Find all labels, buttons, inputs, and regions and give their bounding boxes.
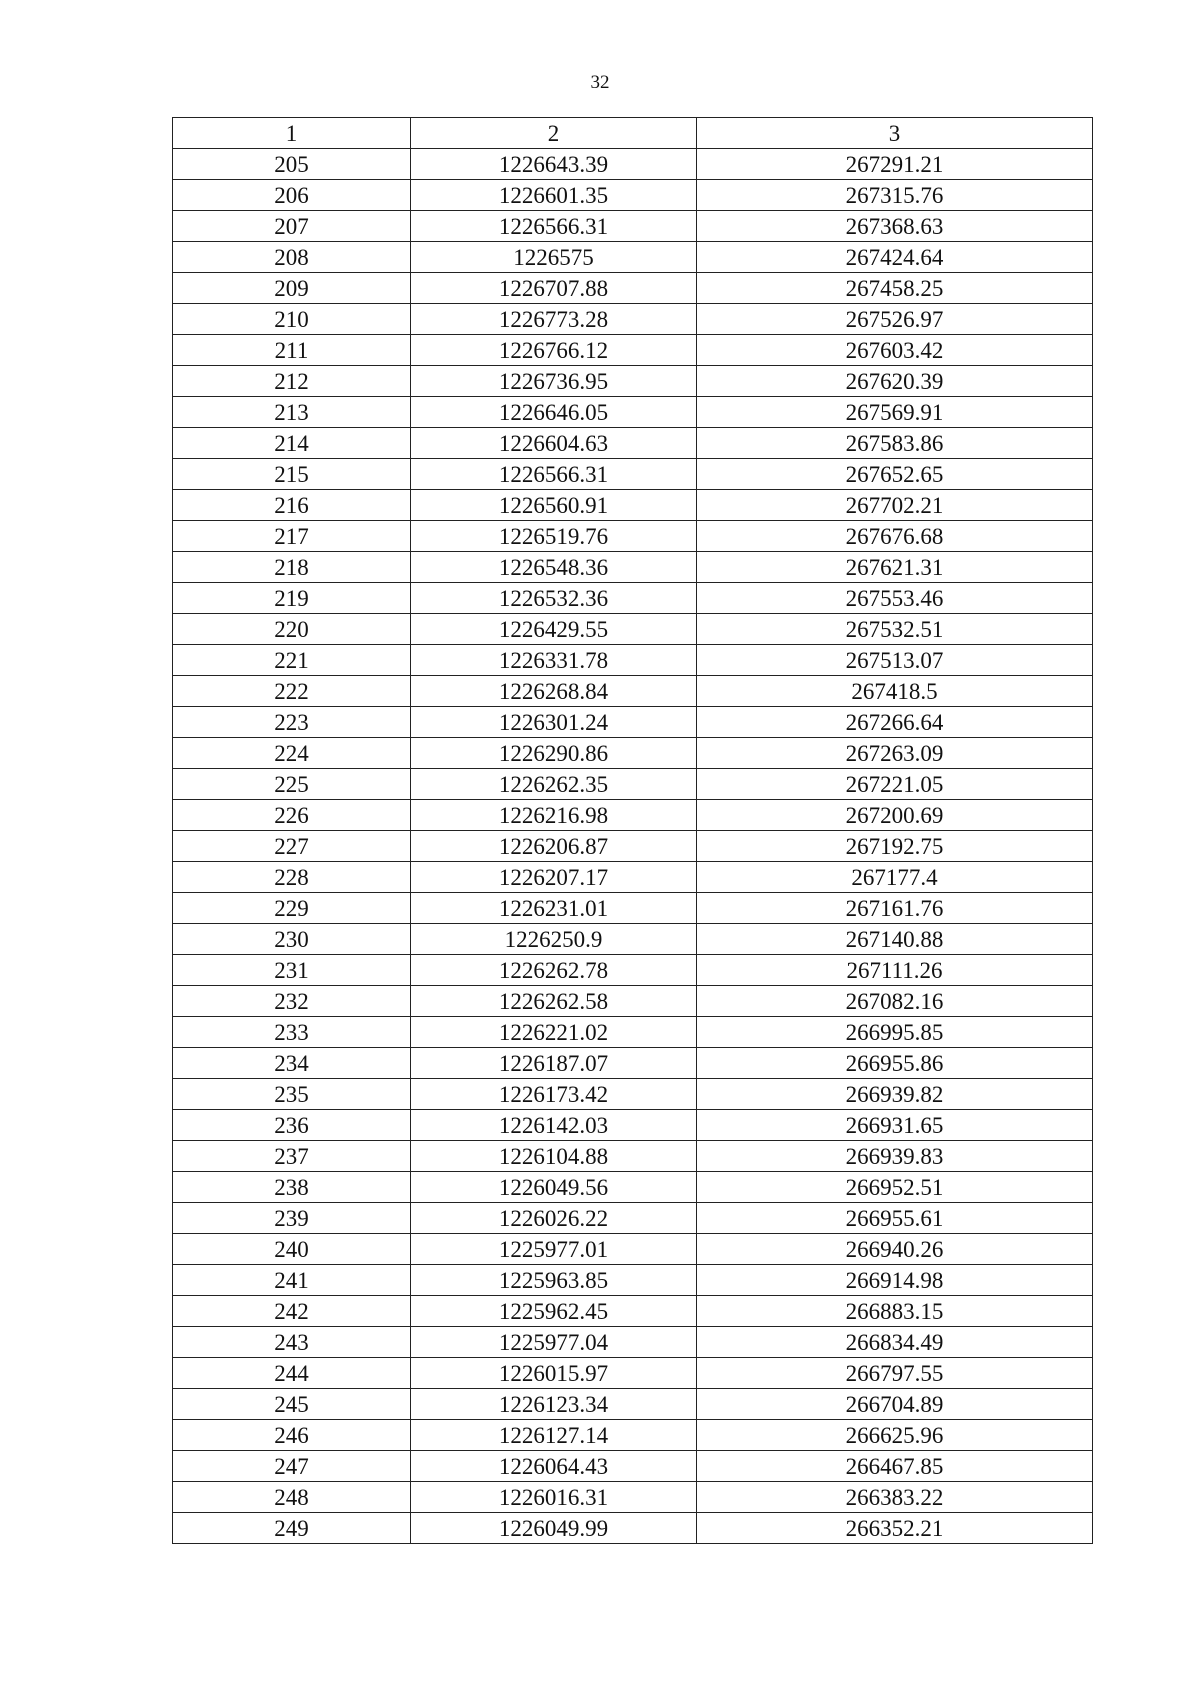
- point-number-cell: 245: [173, 1389, 411, 1420]
- x-coordinate-cell: 1226519.76: [411, 521, 697, 552]
- y-coordinate-cell: 267569.91: [697, 397, 1093, 428]
- y-coordinate-cell: 267424.64: [697, 242, 1093, 273]
- point-number-cell: 210: [173, 304, 411, 335]
- x-coordinate-cell: 1226601.35: [411, 180, 697, 211]
- y-coordinate-cell: 266834.49: [697, 1327, 1093, 1358]
- table-row: [173, 1420, 1093, 1451]
- table-row: [173, 1203, 1093, 1234]
- table-row: [173, 800, 1093, 831]
- table-row: [173, 831, 1093, 862]
- table-header-row: [173, 118, 1093, 149]
- point-number-cell: 219: [173, 583, 411, 614]
- point-number-cell: 238: [173, 1172, 411, 1203]
- table-row: [173, 1265, 1093, 1296]
- point-number-cell: 208: [173, 242, 411, 273]
- y-coordinate-cell: 267368.63: [697, 211, 1093, 242]
- table-row: [173, 366, 1093, 397]
- y-coordinate-cell: 266939.83: [697, 1141, 1093, 1172]
- y-coordinate-cell: 267526.97: [697, 304, 1093, 335]
- x-coordinate-cell: 1226643.39: [411, 149, 697, 180]
- y-coordinate-cell: 266939.82: [697, 1079, 1093, 1110]
- table-row: [173, 769, 1093, 800]
- table-row: [173, 490, 1093, 521]
- y-coordinate-cell: 267553.46: [697, 583, 1093, 614]
- point-number-cell: 221: [173, 645, 411, 676]
- point-number-cell: 233: [173, 1017, 411, 1048]
- point-number-cell: 231: [173, 955, 411, 986]
- column-header-1: 1: [173, 118, 411, 149]
- point-number-cell: 236: [173, 1110, 411, 1141]
- point-number-cell: 216: [173, 490, 411, 521]
- y-coordinate-cell: 267532.51: [697, 614, 1093, 645]
- table-row: [173, 211, 1093, 242]
- table-row: [173, 1482, 1093, 1513]
- table-row: [173, 1141, 1093, 1172]
- table-row: [173, 428, 1093, 459]
- x-coordinate-cell: 1226127.14: [411, 1420, 697, 1451]
- y-coordinate-cell: 267458.25: [697, 273, 1093, 304]
- point-number-cell: 241: [173, 1265, 411, 1296]
- y-coordinate-cell: 267513.07: [697, 645, 1093, 676]
- x-coordinate-cell: 1226142.03: [411, 1110, 697, 1141]
- table-row: [173, 1358, 1093, 1389]
- x-coordinate-cell: 1226429.55: [411, 614, 697, 645]
- y-coordinate-cell: 267111.26: [697, 955, 1093, 986]
- table-row: [173, 862, 1093, 893]
- column-header-2: 2: [411, 118, 697, 149]
- point-number-cell: 244: [173, 1358, 411, 1389]
- point-number-cell: 227: [173, 831, 411, 862]
- point-number-cell: 207: [173, 211, 411, 242]
- table-row: [173, 552, 1093, 583]
- point-number-cell: 226: [173, 800, 411, 831]
- x-coordinate-cell: 1225963.85: [411, 1265, 697, 1296]
- x-coordinate-cell: 1226026.22: [411, 1203, 697, 1234]
- table-row: [173, 955, 1093, 986]
- table-row: [173, 738, 1093, 769]
- x-coordinate-cell: 1226216.98: [411, 800, 697, 831]
- point-number-cell: 225: [173, 769, 411, 800]
- x-coordinate-cell: 1226566.31: [411, 459, 697, 490]
- point-number-cell: 212: [173, 366, 411, 397]
- x-coordinate-cell: 1226262.35: [411, 769, 697, 800]
- x-coordinate-cell: 1226766.12: [411, 335, 697, 366]
- point-number-cell: 248: [173, 1482, 411, 1513]
- table-row: [173, 335, 1093, 366]
- x-coordinate-cell: 1226560.91: [411, 490, 697, 521]
- table-row: [173, 397, 1093, 428]
- y-coordinate-cell: 267140.88: [697, 924, 1093, 955]
- table-row: [173, 1327, 1093, 1358]
- point-number-cell: 246: [173, 1420, 411, 1451]
- x-coordinate-cell: 1226736.95: [411, 366, 697, 397]
- table-row: [173, 459, 1093, 490]
- x-coordinate-cell: 1226187.07: [411, 1048, 697, 1079]
- point-number-cell: 206: [173, 180, 411, 211]
- point-number-cell: 228: [173, 862, 411, 893]
- point-number-cell: 230: [173, 924, 411, 955]
- x-coordinate-cell: 1226262.58: [411, 986, 697, 1017]
- y-coordinate-cell: 267177.4: [697, 862, 1093, 893]
- point-number-cell: 239: [173, 1203, 411, 1234]
- y-coordinate-cell: 266467.85: [697, 1451, 1093, 1482]
- x-coordinate-cell: 1226206.87: [411, 831, 697, 862]
- x-coordinate-cell: 1226049.56: [411, 1172, 697, 1203]
- y-coordinate-cell: 267583.86: [697, 428, 1093, 459]
- x-coordinate-cell: 1226250.9: [411, 924, 697, 955]
- x-coordinate-cell: 1225977.01: [411, 1234, 697, 1265]
- y-coordinate-cell: 267200.69: [697, 800, 1093, 831]
- x-coordinate-cell: 1226773.28: [411, 304, 697, 335]
- column-header-3: 3: [697, 118, 1093, 149]
- point-number-cell: 222: [173, 676, 411, 707]
- x-coordinate-cell: 1225962.45: [411, 1296, 697, 1327]
- coordinates-table-body: [173, 118, 1093, 1544]
- x-coordinate-cell: 1226173.42: [411, 1079, 697, 1110]
- point-number-cell: 213: [173, 397, 411, 428]
- table-row: [173, 645, 1093, 676]
- x-coordinate-cell: 1226064.43: [411, 1451, 697, 1482]
- y-coordinate-cell: 266625.96: [697, 1420, 1093, 1451]
- x-coordinate-cell: 1226301.24: [411, 707, 697, 738]
- y-coordinate-cell: 267652.65: [697, 459, 1093, 490]
- x-coordinate-cell: 1226104.88: [411, 1141, 697, 1172]
- table-row: [173, 924, 1093, 955]
- table-row: [173, 893, 1093, 924]
- x-coordinate-cell: 1226123.34: [411, 1389, 697, 1420]
- y-coordinate-cell: 267418.5: [697, 676, 1093, 707]
- y-coordinate-cell: 267082.16: [697, 986, 1093, 1017]
- point-number-cell: 234: [173, 1048, 411, 1079]
- point-number-cell: 218: [173, 552, 411, 583]
- point-number-cell: 215: [173, 459, 411, 490]
- table-row: [173, 614, 1093, 645]
- point-number-cell: 249: [173, 1513, 411, 1544]
- page-number: 32: [590, 72, 610, 93]
- y-coordinate-cell: 267620.39: [697, 366, 1093, 397]
- x-coordinate-cell: 1226331.78: [411, 645, 697, 676]
- y-coordinate-cell: 266955.61: [697, 1203, 1093, 1234]
- y-coordinate-cell: 267676.68: [697, 521, 1093, 552]
- table-row: [173, 242, 1093, 273]
- y-coordinate-cell: 267161.76: [697, 893, 1093, 924]
- table-row: [173, 1048, 1093, 1079]
- table-row: [173, 986, 1093, 1017]
- y-coordinate-cell: 267315.76: [697, 180, 1093, 211]
- y-coordinate-cell: 267603.42: [697, 335, 1093, 366]
- x-coordinate-cell: 1226604.63: [411, 428, 697, 459]
- x-coordinate-cell: 1226548.36: [411, 552, 697, 583]
- x-coordinate-cell: 1226262.78: [411, 955, 697, 986]
- x-coordinate-cell: 1226575: [411, 242, 697, 273]
- table-row: [173, 1296, 1093, 1327]
- y-coordinate-cell: 266914.98: [697, 1265, 1093, 1296]
- point-number-cell: 243: [173, 1327, 411, 1358]
- x-coordinate-cell: 1226290.86: [411, 738, 697, 769]
- table-row: [173, 521, 1093, 552]
- y-coordinate-cell: 266797.55: [697, 1358, 1093, 1389]
- point-number-cell: 229: [173, 893, 411, 924]
- point-number-cell: 237: [173, 1141, 411, 1172]
- y-coordinate-cell: 266383.22: [697, 1482, 1093, 1513]
- table-row: [173, 180, 1093, 211]
- table-row: [173, 149, 1093, 180]
- y-coordinate-cell: 267221.05: [697, 769, 1093, 800]
- x-coordinate-cell: 1226646.05: [411, 397, 697, 428]
- x-coordinate-cell: 1226221.02: [411, 1017, 697, 1048]
- y-coordinate-cell: 266995.85: [697, 1017, 1093, 1048]
- y-coordinate-cell: 267621.31: [697, 552, 1093, 583]
- y-coordinate-cell: 266704.89: [697, 1389, 1093, 1420]
- point-number-cell: 240: [173, 1234, 411, 1265]
- table-row: [173, 1172, 1093, 1203]
- y-coordinate-cell: 266955.86: [697, 1048, 1093, 1079]
- point-number-cell: 220: [173, 614, 411, 645]
- x-coordinate-cell: 1226207.17: [411, 862, 697, 893]
- point-number-cell: 224: [173, 738, 411, 769]
- x-coordinate-cell: 1226016.31: [411, 1482, 697, 1513]
- point-number-cell: 242: [173, 1296, 411, 1327]
- y-coordinate-cell: 267702.21: [697, 490, 1093, 521]
- table-row: [173, 1451, 1093, 1482]
- table-row: [173, 1110, 1093, 1141]
- point-number-cell: 205: [173, 149, 411, 180]
- coordinates-table: [172, 117, 1093, 1544]
- y-coordinate-cell: 266952.51: [697, 1172, 1093, 1203]
- y-coordinate-cell: 267192.75: [697, 831, 1093, 862]
- x-coordinate-cell: 1226049.99: [411, 1513, 697, 1544]
- point-number-cell: 217: [173, 521, 411, 552]
- y-coordinate-cell: 267266.64: [697, 707, 1093, 738]
- x-coordinate-cell: 1226532.36: [411, 583, 697, 614]
- y-coordinate-cell: 267291.21: [697, 149, 1093, 180]
- point-number-cell: 223: [173, 707, 411, 738]
- table-row: [173, 1389, 1093, 1420]
- x-coordinate-cell: 1225977.04: [411, 1327, 697, 1358]
- y-coordinate-cell: 266883.15: [697, 1296, 1093, 1327]
- table-row: [173, 1017, 1093, 1048]
- x-coordinate-cell: 1226707.88: [411, 273, 697, 304]
- x-coordinate-cell: 1226268.84: [411, 676, 697, 707]
- table-row: [173, 273, 1093, 304]
- point-number-cell: 247: [173, 1451, 411, 1482]
- point-number-cell: 211: [173, 335, 411, 366]
- y-coordinate-cell: 266352.21: [697, 1513, 1093, 1544]
- point-number-cell: 235: [173, 1079, 411, 1110]
- table-row: [173, 583, 1093, 614]
- y-coordinate-cell: 266940.26: [697, 1234, 1093, 1265]
- point-number-cell: 214: [173, 428, 411, 459]
- table-row: [173, 676, 1093, 707]
- table-row: [173, 304, 1093, 335]
- y-coordinate-cell: 266931.65: [697, 1110, 1093, 1141]
- point-number-cell: 209: [173, 273, 411, 304]
- table-row: [173, 1079, 1093, 1110]
- table-row: [173, 1513, 1093, 1544]
- y-coordinate-cell: 267263.09: [697, 738, 1093, 769]
- table-row: [173, 707, 1093, 738]
- point-number-cell: 232: [173, 986, 411, 1017]
- x-coordinate-cell: 1226015.97: [411, 1358, 697, 1389]
- x-coordinate-cell: 1226566.31: [411, 211, 697, 242]
- x-coordinate-cell: 1226231.01: [411, 893, 697, 924]
- table-row: [173, 1234, 1093, 1265]
